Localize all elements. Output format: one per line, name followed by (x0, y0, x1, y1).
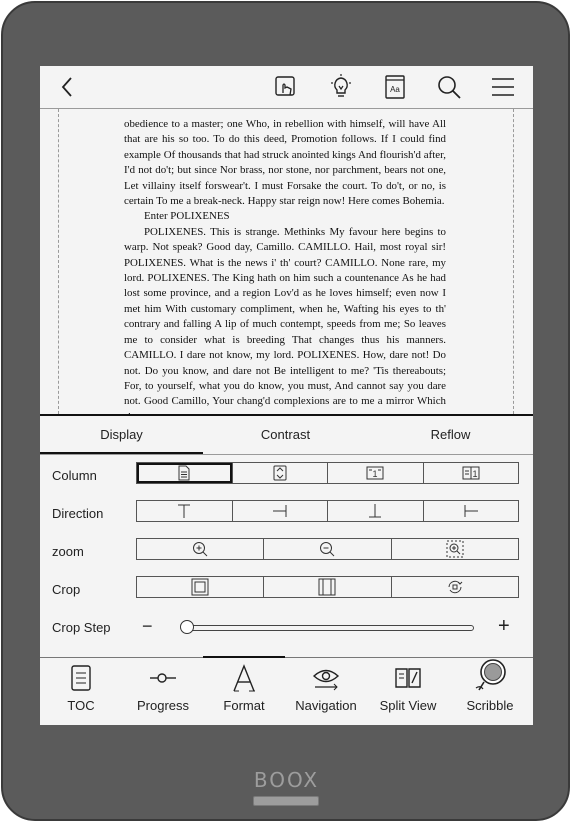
progress-icon (122, 664, 204, 692)
direction-top-button[interactable] (137, 501, 232, 521)
tab-contrast[interactable]: Contrast (260, 427, 311, 442)
paragraph: POLIXENES. This is strange. Methinks My favour here begins to warp. Not speak? Good day, Camillo. CAMILLO. Hail, most royal sir! POLIXENES. What is the news i' th' court? CAMILLO. None rare, my lord. POLIXENES. The King hath on him such a countenance As he had lost some province, and a region Lov'd as he loves himself; even now I met him With customary compliment, when he, Wafting his eyes to th' contrary and falling A lip of much contempt, speeds from me; So leaves me to consider what is breeding That changes thus his manners. CAMILLO. I dare not know, my lord. POLIXENES. How, dare not! Do not. Do you know, and dare not Be intelligent to me? 'Tis thereabouts; For, to yourself, what you do know, you must, And cannot say you dare not. Good Camillo, Your chang'd complexions are to me a mirror Which (124, 225, 446, 408)
crop-step-increase-button[interactable]: + (498, 615, 510, 637)
direction-bottom-icon (367, 503, 383, 519)
page-text (124, 117, 446, 425)
one-column-button[interactable] (327, 463, 423, 483)
zoom-out-button[interactable] (263, 539, 390, 559)
margin-guide-left (58, 109, 59, 414)
panel-tabs (40, 416, 533, 455)
display-settings-panel (40, 414, 533, 659)
direction-right-button[interactable] (232, 501, 328, 521)
zoom-in-icon (191, 540, 209, 558)
search-icon[interactable] (434, 72, 464, 102)
nav-toc-label: TOC (67, 698, 95, 713)
scribble-icon (449, 658, 531, 692)
svg-text:1: 1 (472, 469, 478, 479)
nav-navigation-label: Navigation (295, 698, 357, 713)
screen (40, 66, 533, 724)
zoom-out-icon (318, 540, 336, 558)
direction-bottom-button[interactable] (327, 501, 423, 521)
column-label: Column (52, 468, 97, 483)
crop-all-icon (191, 578, 209, 596)
nav-split-view[interactable] (367, 658, 449, 725)
lightbulb-icon[interactable] (326, 72, 356, 102)
two-column-button[interactable] (423, 463, 519, 483)
touch-hand-icon[interactable] (271, 72, 301, 102)
one-column-icon (366, 465, 384, 481)
zoom-selector (136, 538, 519, 560)
zoom-selection-icon (446, 540, 464, 558)
crop-step-decrease-button[interactable]: − (142, 616, 153, 636)
toc-icon (40, 664, 122, 692)
home-button[interactable] (253, 796, 319, 806)
nav-format-label: Format (223, 698, 265, 713)
stage-direction: Enter POLIXENES (144, 210, 230, 223)
single-page-icon (176, 465, 192, 481)
crop-step-label: Crop Step (52, 620, 111, 635)
brand-logo: BOOX (253, 768, 320, 792)
crop-step-slider-knob[interactable] (180, 620, 194, 634)
crop-reset-button[interactable] (391, 577, 518, 597)
direction-left-button[interactable] (423, 501, 519, 521)
nav-scribble-label: Scribble (466, 698, 514, 713)
nav-format[interactable] (203, 658, 285, 725)
crop-auto-button[interactable] (137, 577, 263, 597)
nav-navigation[interactable] (285, 658, 367, 725)
fit-height-icon (272, 465, 288, 481)
direction-top-icon (176, 503, 192, 519)
margin-guide-right (513, 109, 514, 414)
zoom-label: zoom (52, 544, 84, 559)
two-column-icon (462, 465, 480, 481)
column-selector (136, 462, 519, 484)
navigation-eye-icon (285, 664, 367, 692)
crop-step-slider[interactable] (186, 625, 474, 631)
menu-icon[interactable] (488, 72, 518, 102)
active-tab-indicator (40, 452, 203, 454)
nav-progress-label: Progress (136, 698, 190, 713)
crop-label: Crop (52, 582, 81, 597)
zoom-in-button[interactable] (137, 539, 263, 559)
format-icon (203, 664, 285, 692)
direction-left-icon (463, 503, 479, 519)
nav-split-view-label: Split View (379, 698, 437, 713)
bottom-navigation (40, 657, 533, 725)
book-page[interactable] (40, 109, 533, 414)
svg-text:1: 1 (372, 469, 378, 479)
crop-selector (136, 576, 519, 598)
direction-selector (136, 500, 519, 522)
crop-width-icon (318, 578, 336, 596)
tab-display[interactable]: Display (100, 427, 143, 442)
single-page-button[interactable] (137, 463, 232, 483)
nav-progress[interactable] (122, 658, 204, 725)
top-toolbar (40, 66, 533, 109)
back-arrow-icon[interactable] (52, 72, 82, 102)
nav-scribble[interactable] (449, 658, 531, 725)
font-book-icon[interactable] (380, 72, 410, 102)
zoom-selection-button[interactable] (391, 539, 518, 559)
auto-fit-button[interactable] (232, 463, 328, 483)
direction-label: Direction (52, 506, 104, 521)
split-view-icon (367, 664, 449, 692)
crop-width-button[interactable] (263, 577, 390, 597)
nav-toc[interactable] (40, 658, 122, 725)
svg-text:Aa: Aa (390, 85, 400, 94)
paragraph: obedience to a master; one Who, in rebellion with himself, will have All that are his so too. To do this deed, Promotion follows. If I could find example Of thousands that had struck anointed kings And flourish'd after, I'd not do't; but since Nor brass, nor stone, nor parchment, bears not one, Let villainy itself forswear't. I must Forsake the court. To do't, or no, is certain To me a break-neck. Happy star reign now! Here comes Bohemia. (124, 118, 446, 208)
direction-right-icon (272, 503, 288, 519)
crop-reset-icon (445, 578, 465, 596)
tab-reflow[interactable]: Reflow (430, 427, 471, 442)
